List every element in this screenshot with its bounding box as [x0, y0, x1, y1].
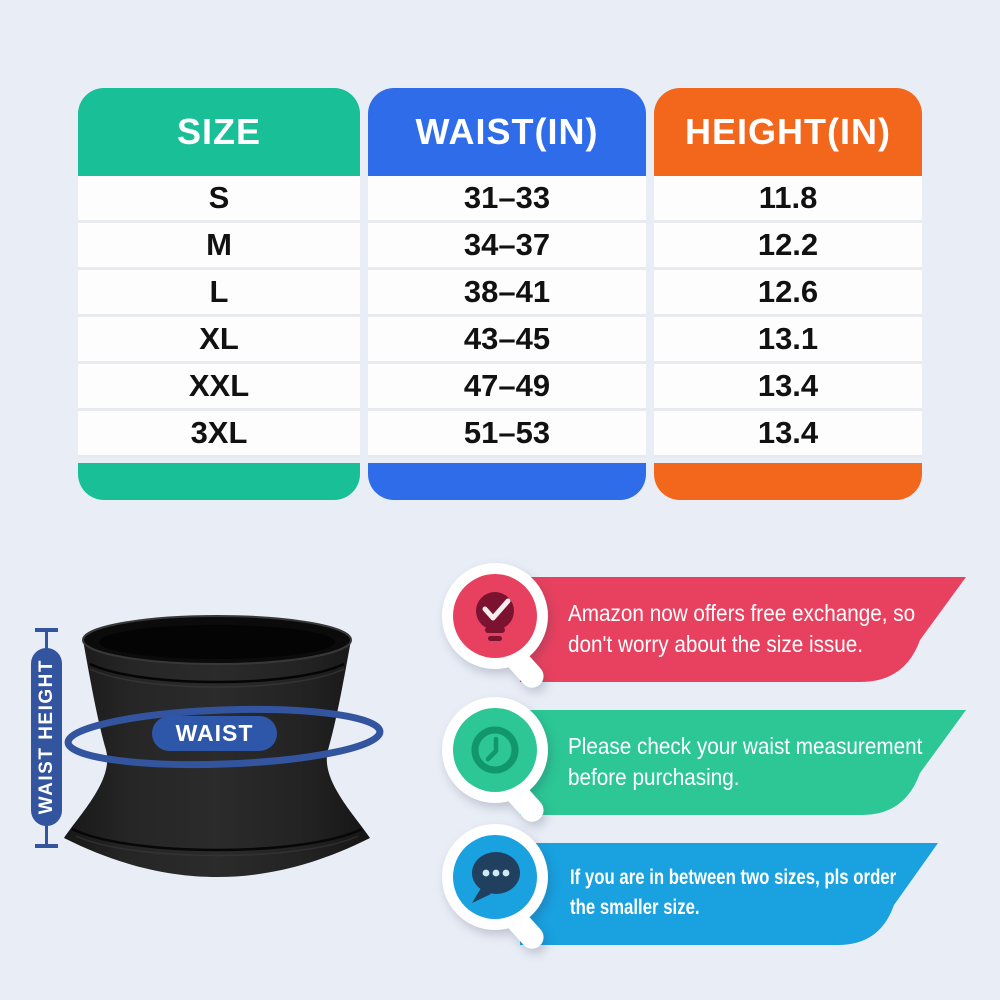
column-footer-bar: [368, 463, 646, 500]
tip-text-exchange: [568, 598, 915, 660]
waist-height-label: WAIST HEIGHT: [35, 659, 57, 815]
table-cell: 34–37: [368, 223, 646, 270]
table-cell: 47–49: [368, 364, 646, 411]
tip-text-measure: [568, 731, 922, 793]
tip-text-between-sizes: [570, 862, 896, 922]
tip-line: the smaller size.: [570, 895, 700, 919]
tip-line: before purchasing.: [568, 764, 740, 790]
table-cell: 12.6: [654, 270, 922, 317]
column-header-waist: WAIST(IN): [368, 88, 646, 176]
table-cell: M: [78, 223, 360, 270]
table-cell: 38–41: [368, 270, 646, 317]
tip-line: If you are in between two sizes, pls order: [570, 865, 897, 889]
tip-badge-between-sizes: [435, 822, 555, 957]
table-cell: 11.8: [654, 176, 922, 223]
column-header-size: SIZE: [78, 88, 360, 176]
table-cell: XL: [78, 317, 360, 364]
column-footer-bar: [654, 463, 922, 500]
table-cell: 3XL: [78, 411, 360, 458]
table-cell: 13.4: [654, 364, 922, 411]
table-cell: 43–45: [368, 317, 646, 364]
waist-column: [368, 88, 646, 500]
table-cell: 13.1: [654, 317, 922, 364]
table-cell: S: [78, 176, 360, 223]
table-cell: 12.2: [654, 223, 922, 270]
table-cell: 51–53: [368, 411, 646, 458]
size-column: [78, 88, 360, 500]
tip-badge-exchange: [435, 561, 555, 696]
table-cell: XXL: [78, 364, 360, 411]
waist-label: WAIST: [175, 720, 254, 746]
height-column: [654, 88, 922, 500]
column-footer-bar: [78, 463, 360, 500]
tip-line: Amazon now offers free exchange, so: [568, 600, 916, 626]
tip-badge-measure: [435, 695, 555, 830]
column-header-height: HEIGHT(IN): [654, 88, 922, 176]
table-cell: 31–33: [368, 176, 646, 223]
table-cell: 13.4: [654, 411, 922, 458]
tip-line: Please check your waist measurement: [568, 733, 923, 759]
size-table: [78, 88, 922, 500]
garment-opening: [99, 625, 335, 659]
tip-line: don't worry about the size issue.: [568, 631, 864, 657]
waist-trainer-illustration: [40, 600, 400, 900]
table-cell: L: [78, 270, 360, 317]
